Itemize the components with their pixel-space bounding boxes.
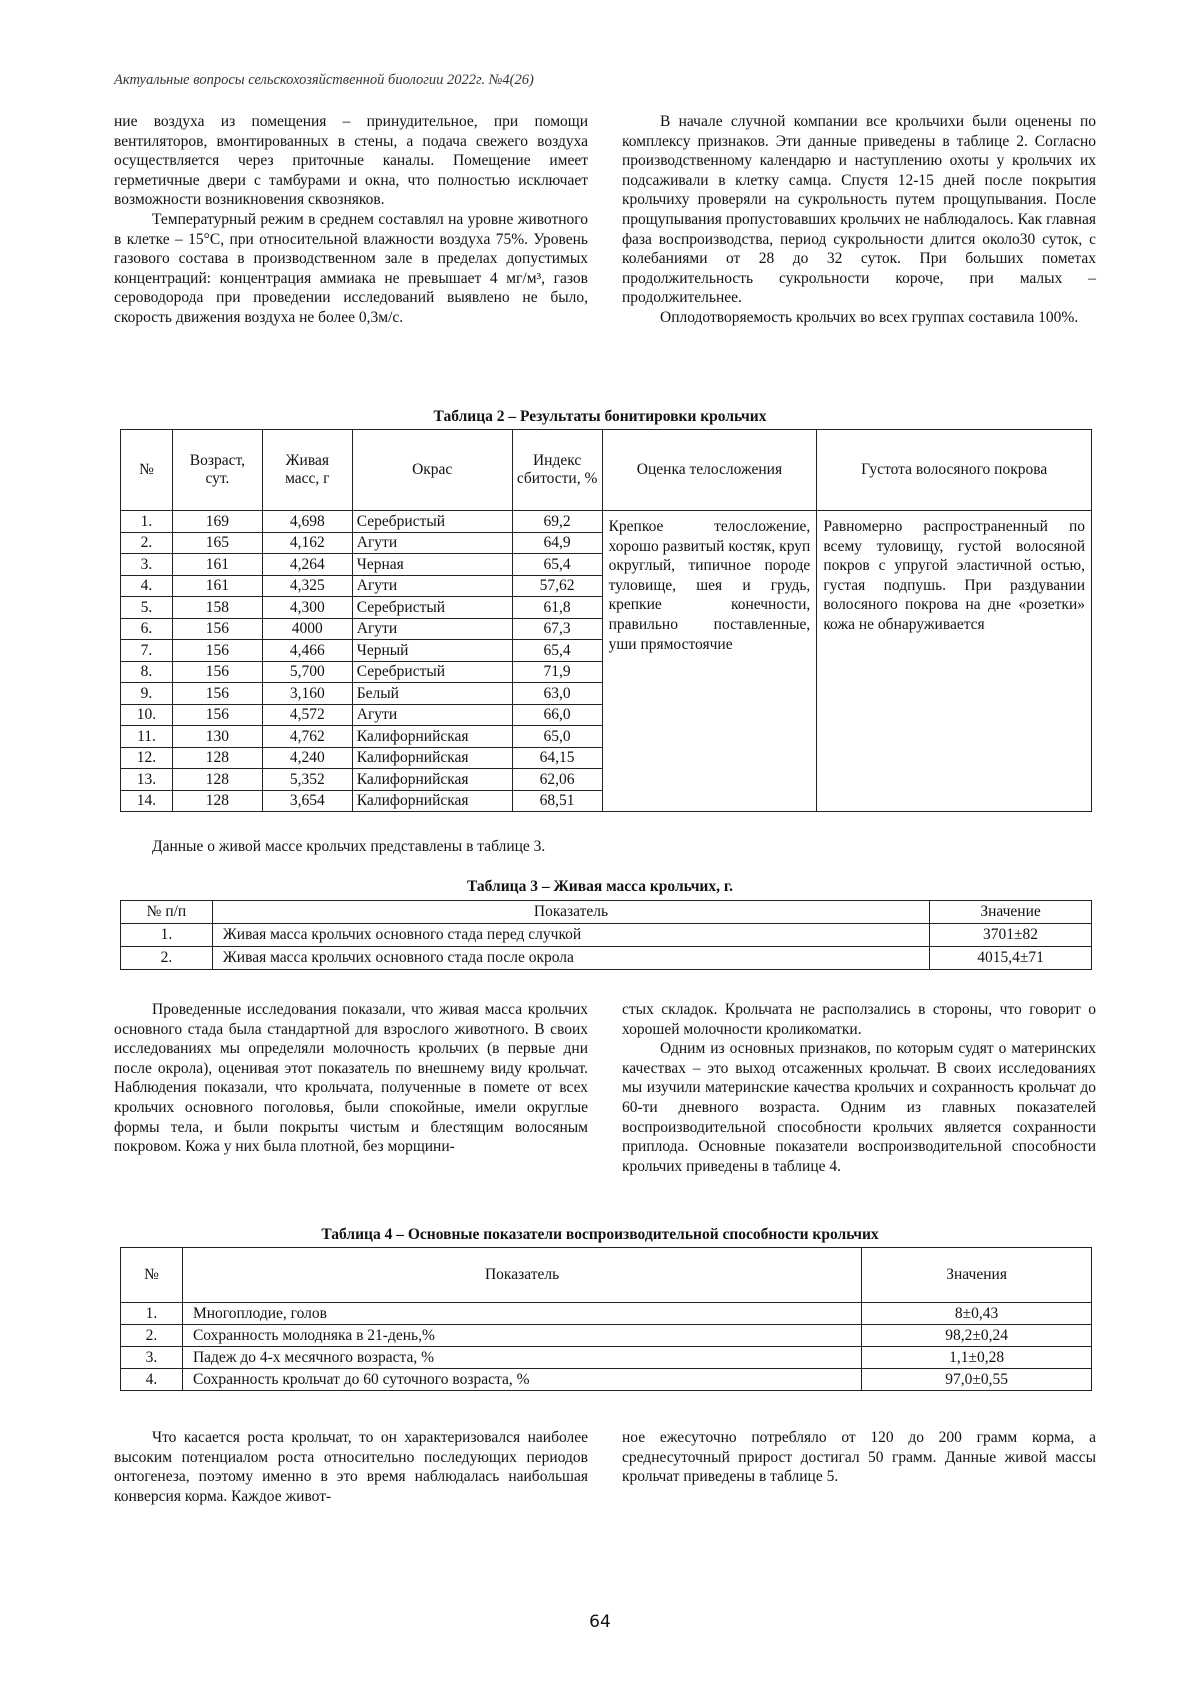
table3-caption: Таблица 3 – Живая масса крольчих, г. xyxy=(466,878,734,895)
paragraph: Одним из основных признаков, по которым судят о материнских качествах – это выход отсаженных крольчат. В своих исследованиях мы изучили материнские качества крольчих и сохранность крольчат до 60-ти дневного возраста. Одним из главных показателей воспроизводительной способности крольчих является сохранности приплода. Основные показатели воспроизводительной способности крольчих приведены в таблице 4. xyxy=(622,1040,1096,1175)
table4 xyxy=(120,1247,1092,1391)
row-number: 2. xyxy=(121,532,173,554)
value: 3701±82 xyxy=(930,924,1092,947)
age: 128 xyxy=(172,790,262,812)
row-number: 1. xyxy=(121,511,173,533)
column-header: № xyxy=(121,430,173,511)
compactness-index: 65,0 xyxy=(512,726,602,748)
live-weight: 4,264 xyxy=(262,554,352,576)
section2-left-column xyxy=(114,1000,588,1157)
table2-caption: Таблица 2 – Результаты бонитировки крольчих xyxy=(433,408,767,425)
compactness-index: 65,4 xyxy=(512,554,602,576)
table2 xyxy=(120,429,1092,812)
table4-caption: Таблица 4 – Основные показатели воспроизводительной способности крольчих xyxy=(321,1226,879,1243)
row-number: 2. xyxy=(121,947,213,970)
row-number: 4. xyxy=(121,575,173,597)
table-row xyxy=(121,1303,1092,1325)
coat-color: Черная xyxy=(352,554,512,576)
live-weight: 4,572 xyxy=(262,704,352,726)
age: 130 xyxy=(172,726,262,748)
coat-color: Серебристый xyxy=(352,597,512,619)
table4-header-row xyxy=(121,1248,1092,1303)
row-number: 4. xyxy=(121,1369,183,1391)
table-row xyxy=(121,1325,1092,1347)
page-number: 64 xyxy=(589,1612,611,1632)
table-row xyxy=(121,511,1092,533)
column-header: Возраст, сут. xyxy=(172,430,262,511)
table-row xyxy=(121,924,1092,947)
section3-left-column xyxy=(114,1428,588,1506)
row-number: 7. xyxy=(121,640,173,662)
compactness-index: 68,51 xyxy=(512,790,602,812)
row-number: 1. xyxy=(121,1303,183,1325)
paragraph: ние воздуха из помещения – принудительное, при помощи вентиляторов, вмонтированных в стены, а подача свежего воздуха осуществляется через приточные каналы. Помещение имеет герметичные двери с тамбурами и окна, что полностью исключает возможности возникновения сквозняков. xyxy=(114,113,588,209)
row-number: 3. xyxy=(121,554,173,576)
row-number: 2. xyxy=(121,1325,183,1347)
compactness-index: 63,0 xyxy=(512,683,602,705)
coat-color: Белый xyxy=(352,683,512,705)
indicator: Живая масса крольчих основного стада после окрола xyxy=(212,947,929,970)
compactness-index: 64,9 xyxy=(512,532,602,554)
row-number: 5. xyxy=(121,597,173,619)
fur-density: Равномерно распространенный по всему туловищу, густой волосяной покров с упругой эластичной остью, густая подпушь. При раздувании волосяного покрова на дне «розетки» кожа не обнаруживается xyxy=(817,511,1092,812)
value: 98,2±0,24 xyxy=(862,1325,1092,1347)
compactness-index: 57,62 xyxy=(512,575,602,597)
compactness-index: 69,2 xyxy=(512,511,602,533)
live-weight: 3,160 xyxy=(262,683,352,705)
live-weight: 4,240 xyxy=(262,747,352,769)
row-number: 8. xyxy=(121,661,173,683)
row-number: 12. xyxy=(121,747,173,769)
paragraph: Что касается роста крольчат, то он характеризовался наиболее высоким потенциалом роста относительно последующих периодов онтогенеза, поэтому именно в это время наблюдалась наибольшая конверсия корма. Каждое живот- xyxy=(114,1429,588,1505)
coat-color: Серебристый xyxy=(352,511,512,533)
coat-color: Серебристый xyxy=(352,661,512,683)
live-weight: 5,700 xyxy=(262,661,352,683)
age: 156 xyxy=(172,618,262,640)
paragraph: Данные о живой массе крольчих представлены в таблице 3. xyxy=(152,838,546,855)
column-header: Индекс сбитости, % xyxy=(512,430,602,511)
section2-right-column xyxy=(622,1000,1096,1176)
table3 xyxy=(120,900,1092,970)
row-number: 11. xyxy=(121,726,173,748)
coat-color: Калифорнийская xyxy=(352,790,512,812)
value: 97,0±0,55 xyxy=(862,1369,1092,1391)
live-weight: 4,325 xyxy=(262,575,352,597)
paragraph: ное ежесуточно потребляло от 120 до 200 грамм корма, а среднесуточный прирост достигал 50 грамм. Данные живой массы крольчат приведены в таблице 5. xyxy=(622,1429,1096,1486)
age: 128 xyxy=(172,769,262,791)
value: 1,1±0,28 xyxy=(862,1347,1092,1369)
column-header: Оценка телосложения xyxy=(602,430,817,511)
column-header: Окрас xyxy=(352,430,512,511)
coat-color: Калифорнийская xyxy=(352,747,512,769)
row-number: 3. xyxy=(121,1347,183,1369)
live-weight: 4,762 xyxy=(262,726,352,748)
age: 169 xyxy=(172,511,262,533)
compactness-index: 61,8 xyxy=(512,597,602,619)
indicator: Падеж до 4-х месячного возраста, % xyxy=(182,1347,861,1369)
section3-right-column xyxy=(622,1428,1096,1487)
paragraph: Проведенные исследования показали, что живая масса крольчих основного стада была стандартной для взрослого животного. В своих исследованиях мы определяли молочность крольчих (в первые дни после окрола), оценивая этот показатель по внешнему виду крольчат. Наблюдения показали, что крольчата, полученные в помете от всех крольчих основного поголовья, были спокойные, имели округлые формы тела, и были покрыты чистым и блестящим волосяным покровом. Кожа у них была плотной, без морщини- xyxy=(114,1001,588,1156)
paragraph: Температурный режим в среднем составлял на уровне животного в клетке – 15°С, при относительной влажности воздуха 75%. Уровень газового состава в производственном зале в пределах допустимых концентраций: концентрация аммиака не превышает 4 мг/м³, газов сероводорода при проведении исследований выявлено не было, скорость движения воздуха не более 0,3м/с. xyxy=(114,210,588,326)
row-number: 14. xyxy=(121,790,173,812)
compactness-index: 71,9 xyxy=(512,661,602,683)
live-weight: 4000 xyxy=(262,618,352,640)
age: 158 xyxy=(172,597,262,619)
indicator: Живая масса крольчих основного стада перед случкой xyxy=(212,924,929,947)
indicator: Сохранность крольчат до 60 суточного возраста, % xyxy=(182,1369,861,1391)
compactness-index: 67,3 xyxy=(512,618,602,640)
column-header: Густота волосяного покрова xyxy=(817,430,1092,511)
coat-color: Черный xyxy=(352,640,512,662)
row-number: 1. xyxy=(121,924,213,947)
table-row xyxy=(121,1347,1092,1369)
live-weight: 3,654 xyxy=(262,790,352,812)
live-weight: 4,300 xyxy=(262,597,352,619)
compactness-index: 65,4 xyxy=(512,640,602,662)
column-header: № xyxy=(121,1248,183,1303)
table-row xyxy=(121,947,1092,970)
age: 156 xyxy=(172,661,262,683)
table3-header-row xyxy=(121,901,1092,924)
row-number: 10. xyxy=(121,704,173,726)
column-header: № п/п xyxy=(121,901,213,924)
compactness-index: 66,0 xyxy=(512,704,602,726)
body-assessment: Крепкое телосложение, хорошо развитый костяк, круп округлый, типичное породе туловище, шея и грудь, крепкие конечности, правильно поставленные, уши прямостоячие xyxy=(602,511,817,812)
age: 128 xyxy=(172,747,262,769)
compactness-index: 64,15 xyxy=(512,747,602,769)
value: 4015,4±71 xyxy=(930,947,1092,970)
coat-color: Калифорнийская xyxy=(352,726,512,748)
column-header: Значения xyxy=(862,1248,1092,1303)
indicator: Сохранность молодняка в 21-день,% xyxy=(182,1325,861,1347)
paragraph: стых складок. Крольчата не расползались в стороны, что говорит о хорошей молочности кроликоматки. xyxy=(622,1001,1096,1038)
age: 161 xyxy=(172,575,262,597)
indicator: Многоплодие, голов xyxy=(182,1303,861,1325)
age: 156 xyxy=(172,704,262,726)
age: 161 xyxy=(172,554,262,576)
coat-color: Агути xyxy=(352,704,512,726)
age: 156 xyxy=(172,683,262,705)
table2-header-row xyxy=(121,430,1092,511)
live-weight: 4,162 xyxy=(262,532,352,554)
column-header: Значение xyxy=(930,901,1092,924)
paragraph: В начале случной компании все крольчихи были оценены по комплексу признаков. Эти данные приведены в таблице 2. Согласно производственному календарю и наступлению охоты у крольчих их подсаживали в клетку самца. Спустя 12-15 дней после покрытия крольчиху проверяли на сукрольность путем прощупывания. После прощупывания пропустовавших крольчих не наблюдалось. Как главная фаза воспроизводства, период сукрольности длится около30 суток, с колебаниями от 28 до 32 суток. При больших пометах продолжительность сукрольности короче, при малых – продолжительнее. xyxy=(622,113,1096,307)
table-row xyxy=(121,1369,1092,1391)
compactness-index: 62,06 xyxy=(512,769,602,791)
journal-header: Актуальные вопросы сельскохозяйственной биологии 2022г. №4(26) xyxy=(114,72,534,88)
column-header: Показатель xyxy=(212,901,929,924)
age: 165 xyxy=(172,532,262,554)
row-number: 13. xyxy=(121,769,173,791)
live-weight: 5,352 xyxy=(262,769,352,791)
column-header: Показатель xyxy=(182,1248,861,1303)
column-header: Живая масс, г xyxy=(262,430,352,511)
row-number: 9. xyxy=(121,683,173,705)
coat-color: Калифорнийская xyxy=(352,769,512,791)
live-weight: 4,698 xyxy=(262,511,352,533)
live-weight: 4,466 xyxy=(262,640,352,662)
coat-color: Агути xyxy=(352,575,512,597)
section1-left-column xyxy=(114,112,588,328)
coat-color: Агути xyxy=(352,532,512,554)
value: 8±0,43 xyxy=(862,1303,1092,1325)
coat-color: Агути xyxy=(352,618,512,640)
row-number: 6. xyxy=(121,618,173,640)
paragraph: Оплодотворяемость крольчих во всех группах составила 100%. xyxy=(660,308,1079,326)
section1-right-column xyxy=(622,112,1096,328)
age: 156 xyxy=(172,640,262,662)
